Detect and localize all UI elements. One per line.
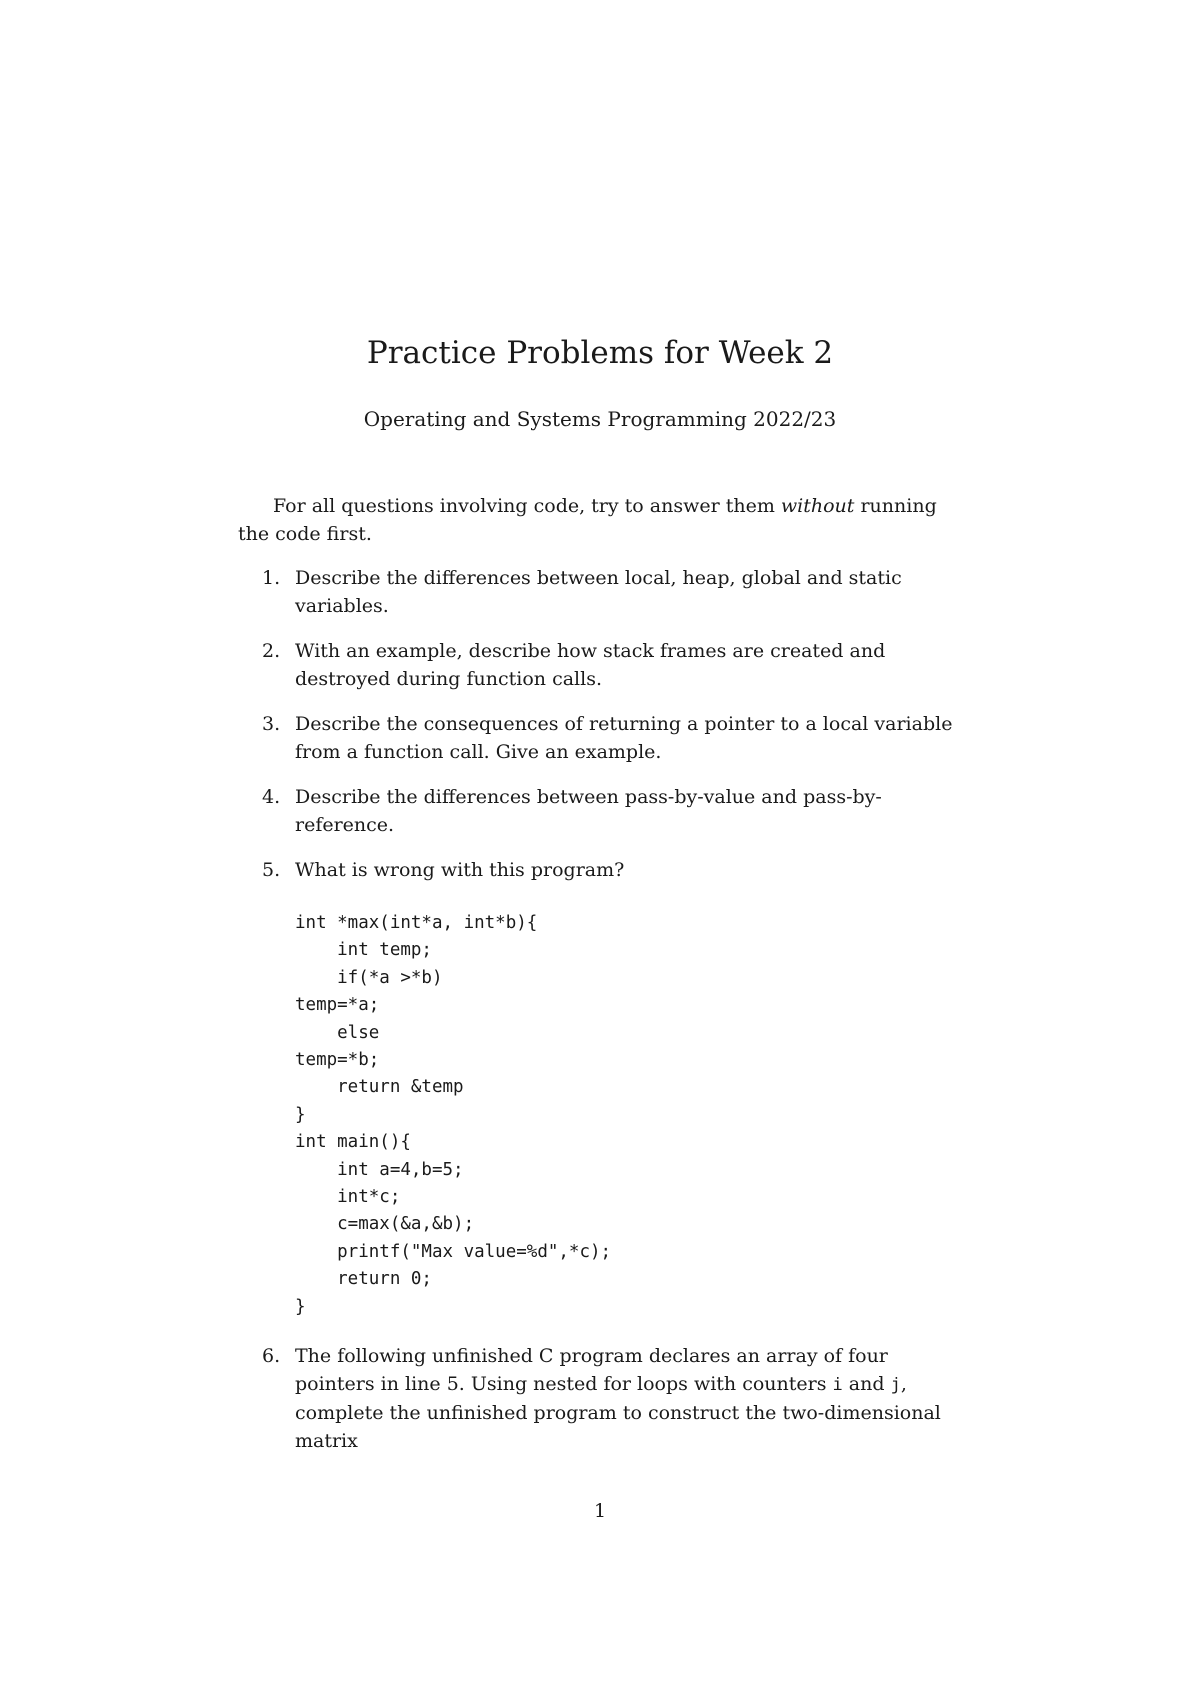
code-block (295, 910, 963, 1321)
intro-text-before: For all questions involving code, try to answer them (273, 495, 781, 517)
problem-item-1 (238, 564, 963, 620)
code-line: } (295, 1104, 306, 1125)
document-subtitle: Operating and Systems Programming 2022/23 (363, 407, 837, 431)
intro-paragraph (238, 492, 963, 548)
code-line: int a=4,b=5; (295, 1159, 464, 1180)
code-line: return &temp (295, 1077, 464, 1098)
code-line: printf("Max value=%d",*c); (295, 1241, 612, 1262)
problem-text-part: , complete the unfinished program to construct the two-dimensional matrix (295, 1373, 941, 1453)
problem-item-6 (238, 1342, 963, 1455)
code-line: if(*a >*b) (295, 967, 443, 988)
problem-number: 6. (262, 1345, 281, 1368)
problem-text: Describe the consequences of returning a pointer to a local variable from a function call. Give an example. (295, 713, 953, 763)
problem-text-part: The following unfinished C program declares an array of four pointers in line 5. Using nested for loops with counters (295, 1345, 888, 1396)
problem-text: Describe the differences between pass-by-value and pass-by-reference. (295, 786, 882, 836)
problem-item-2 (238, 637, 963, 693)
document-title: Practice Problems for Week 2 (366, 335, 834, 371)
code-line: int temp; (295, 940, 432, 961)
problem-text: What is wrong with this program? (295, 859, 625, 881)
code-line: int *max(int*a, int*b){ (295, 913, 538, 933)
intro-text-after: running the code first. (238, 495, 937, 545)
problem-text: With an example, describe how stack frames are created and destroyed during function calls. (295, 640, 886, 690)
problem-item-5 (238, 856, 963, 1321)
problem-list (238, 564, 963, 1472)
intro-emphasis: without (780, 495, 855, 517)
problem-item-3 (238, 710, 963, 766)
counter-variable-i: i (832, 1375, 843, 1396)
code-line: return 0; (295, 1269, 432, 1290)
problem-number: 1. (262, 567, 281, 589)
code-line: int main(){ (295, 1132, 411, 1153)
problem-text-part: and (842, 1373, 891, 1396)
problem-text: Describe the differences between local, heap, global and static variables. (295, 567, 902, 617)
problem-item-4 (238, 783, 963, 839)
code-line: else (295, 1022, 380, 1043)
problem-number: 5. (262, 859, 281, 881)
code-line: temp=*b; (295, 1050, 380, 1071)
code-line: c=max(&a,&b); (295, 1214, 475, 1235)
problem-number: 4. (262, 786, 281, 808)
page-number: 1 (593, 1500, 607, 1522)
code-line: int*c; (295, 1187, 401, 1208)
problem-number: 2. (262, 640, 281, 662)
code-line: } (295, 1296, 306, 1317)
code-line: temp=*a; (295, 995, 380, 1016)
counter-variable-j: j (890, 1375, 901, 1396)
problem-number: 3. (262, 713, 281, 735)
